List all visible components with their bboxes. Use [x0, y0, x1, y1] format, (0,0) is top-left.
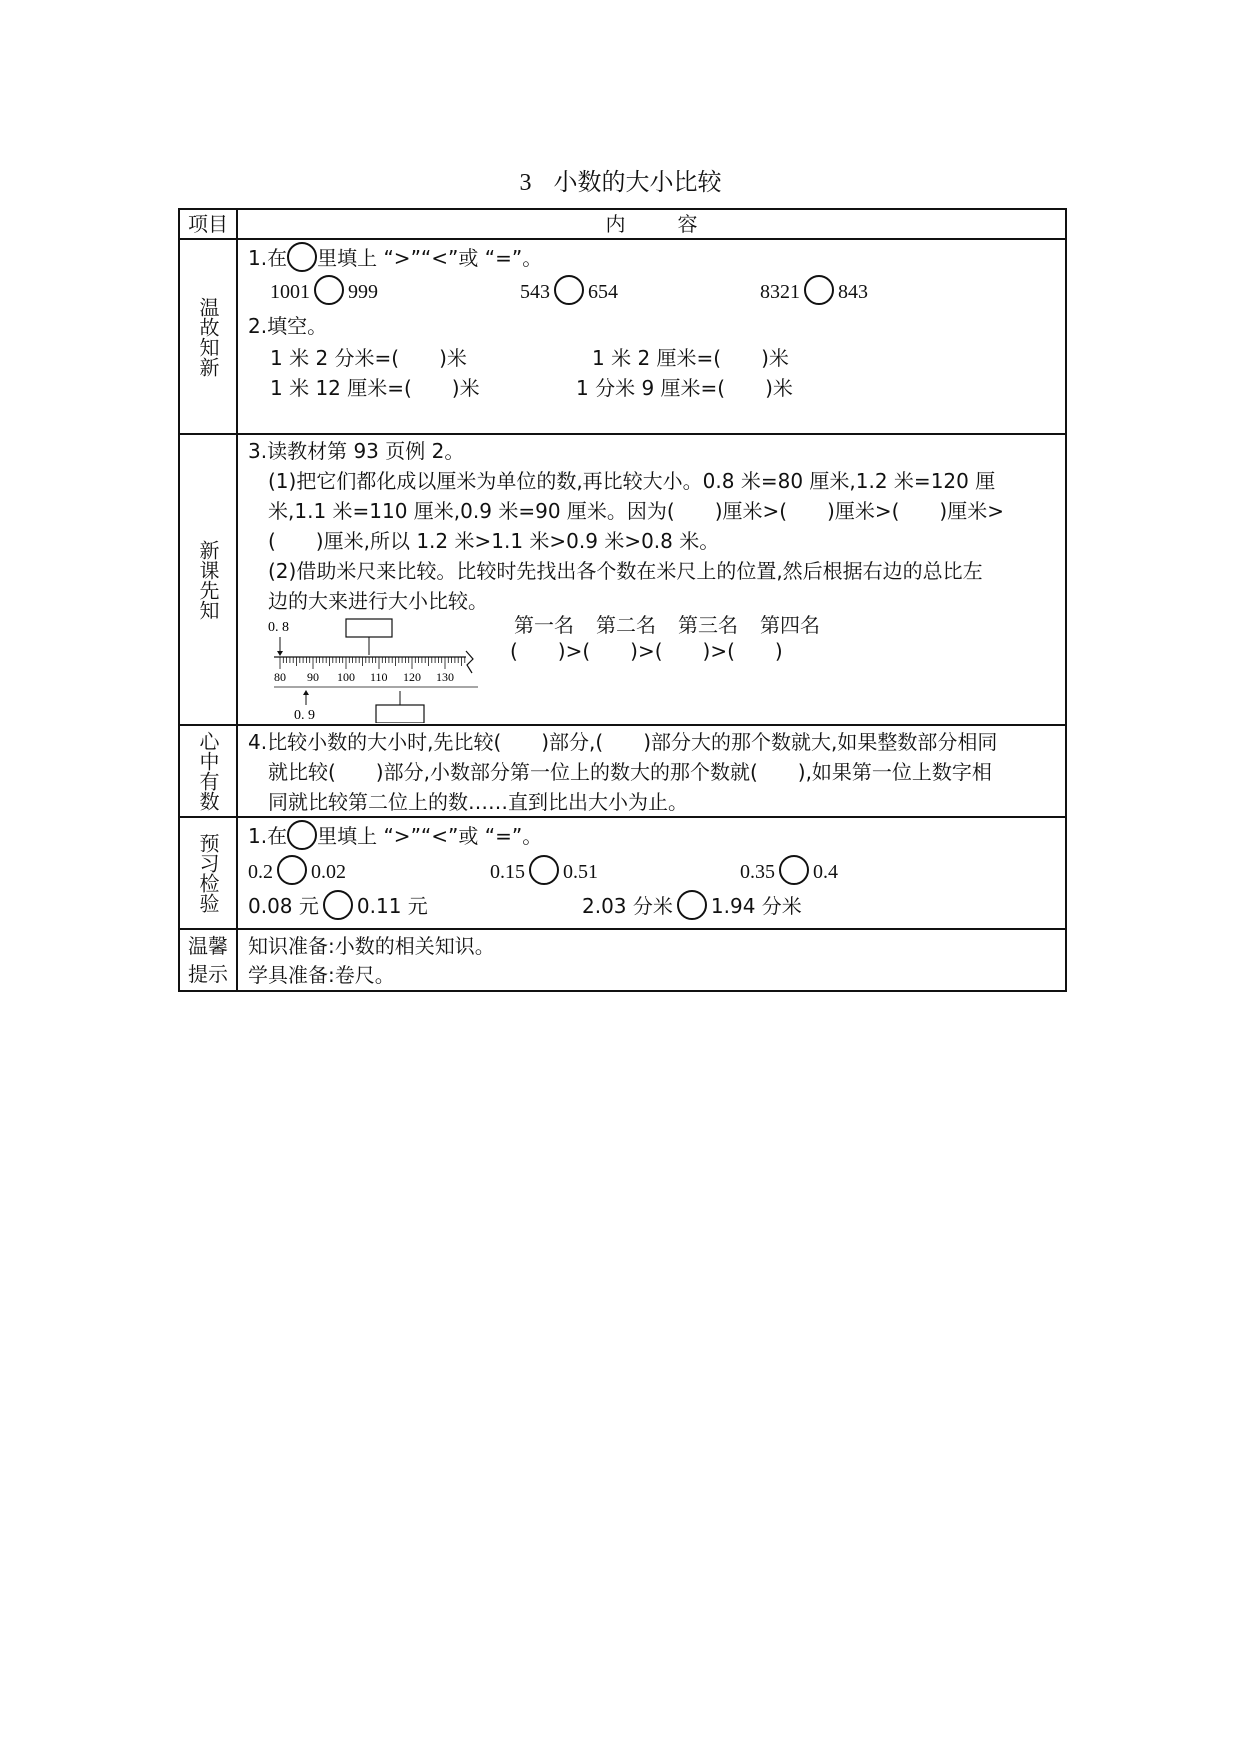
summary-line3: 同就比较第二位上的数……直到比出大小为止。 [268, 790, 688, 814]
circle-icon [287, 820, 317, 850]
ruler-diagram [268, 615, 478, 723]
label-preview: 新课先知 [179, 434, 237, 725]
lesson-number: 3 [519, 170, 532, 196]
ruler-tick-label: 110 [370, 670, 388, 684]
fill-item: 1 分米 9 厘米=( )米 [576, 376, 793, 400]
ruler-tick-labels [274, 670, 454, 684]
compare-item: 0.08 元 0.11 元 [248, 892, 428, 923]
ruler-tick-label: 120 [403, 670, 421, 684]
header-content-b: 容 [677, 212, 698, 236]
circle-icon [287, 242, 317, 272]
answer-circle[interactable] [554, 275, 584, 305]
answer-circle[interactable] [529, 855, 559, 885]
lesson-table [178, 208, 1067, 992]
rank-fourth: 第四名 [760, 613, 820, 637]
preview-p2-line2: 边的大来进行大小比较。 [268, 589, 488, 613]
ruler-top-value: 0. 8 [268, 620, 289, 635]
rank-third: 第三名 [678, 613, 738, 637]
preview-q3: 3.读教材第 93 页例 2。 [248, 439, 465, 463]
preview-content [237, 434, 1066, 725]
fill-item: 1 米 2 分米=( )米 [270, 346, 467, 370]
answer-circle[interactable] [779, 855, 809, 885]
label-summary: 心中有数 [179, 725, 237, 817]
label-tips: 温馨 提示 [179, 929, 237, 991]
answer-circle[interactable] [323, 890, 353, 920]
ruler-ticks [280, 657, 465, 669]
compare-item: 543 654 [520, 278, 618, 308]
answer-box-bottom [376, 705, 424, 723]
header-item: 项目 [179, 209, 237, 239]
review-content [237, 239, 1066, 434]
compare-item: 1001 999 [270, 278, 378, 308]
ruler-tick-label: 130 [436, 670, 454, 684]
answer-circle[interactable] [677, 890, 707, 920]
check-q1: 1.在 里填上 “>”“<”或 “=”。 [248, 822, 542, 853]
rank-labels [514, 611, 842, 639]
preview-p1-line2: 米,1.1 米=110 厘米,0.9 米=90 厘米。因为( )厘米>( )厘米>( )厘米> [268, 499, 1004, 523]
compare-item: 2.03 分米 1.94 分米 [582, 892, 802, 923]
tips-line1: 知识准备:小数的相关知识。 [248, 934, 495, 958]
summary-content [237, 725, 1066, 817]
tips-content [237, 929, 1066, 991]
check-content [237, 817, 1066, 929]
ruler-tick-label: 90 [307, 670, 319, 684]
lesson-title: 小数的大小比较 [553, 168, 722, 196]
page-title [0, 166, 1241, 199]
compare-item: 0.2 0.02 [248, 858, 346, 888]
rank-blanks[interactable]: ( )>( )>( )>( ) [510, 639, 783, 663]
rank-first: 第一名 [514, 613, 574, 637]
header-content-a: 内 [605, 212, 626, 236]
ruler-tick-label: 100 [337, 670, 355, 684]
review-q2: 2.填空。 [248, 314, 328, 338]
preview-p2-line1: (2)借助米尺来比较。比较时先找出各个数在米尺上的位置,然后根据右边的总比左 [268, 559, 983, 583]
preview-p1-line1: (1)把它们都化成以厘米为单位的数,再比较大小。0.8 米=80 厘米,1.2 米=120 厘 [268, 469, 996, 493]
rank-second: 第二名 [596, 613, 656, 637]
compare-item: 0.35 0.4 [740, 858, 838, 888]
answer-circle[interactable] [277, 855, 307, 885]
review-q1-suffix: 里填上 “>”“<”或 “=”。 [317, 246, 543, 270]
header-content [237, 209, 1066, 239]
fill-item: 1 米 2 厘米=( )米 [592, 346, 789, 370]
review-q1-prefix: 1.在 [248, 246, 288, 270]
label-review: 温故知新 [179, 239, 237, 434]
label-check: 预习检验 [179, 817, 237, 929]
answer-circle[interactable] [804, 275, 834, 305]
ruler-bottom-value: 0. 9 [294, 708, 315, 723]
compare-item: 0.15 0.51 [490, 858, 598, 888]
preview-p1-line3: ( )厘米,所以 1.2 米>1.1 米>0.9 米>0.8 米。 [268, 529, 720, 553]
compare-item: 8321 843 [760, 278, 868, 308]
ruler-break [466, 651, 473, 673]
review-q1 [248, 244, 542, 275]
summary-line1: 4.比较小数的大小时,先比较( )部分,( )部分大的那个数就大,如果整数部分相同 [248, 730, 998, 754]
ruler-tick-label: 80 [274, 670, 286, 684]
answer-box-top [346, 619, 392, 637]
summary-line2: 就比较( )部分,小数部分第一位上的数大的那个数就( ),如果第一位上数字相 [268, 760, 992, 784]
fill-item: 1 米 12 厘米=( )米 [270, 376, 480, 400]
answer-circle[interactable] [314, 275, 344, 305]
tips-line2: 学具准备:卷尺。 [248, 963, 395, 987]
